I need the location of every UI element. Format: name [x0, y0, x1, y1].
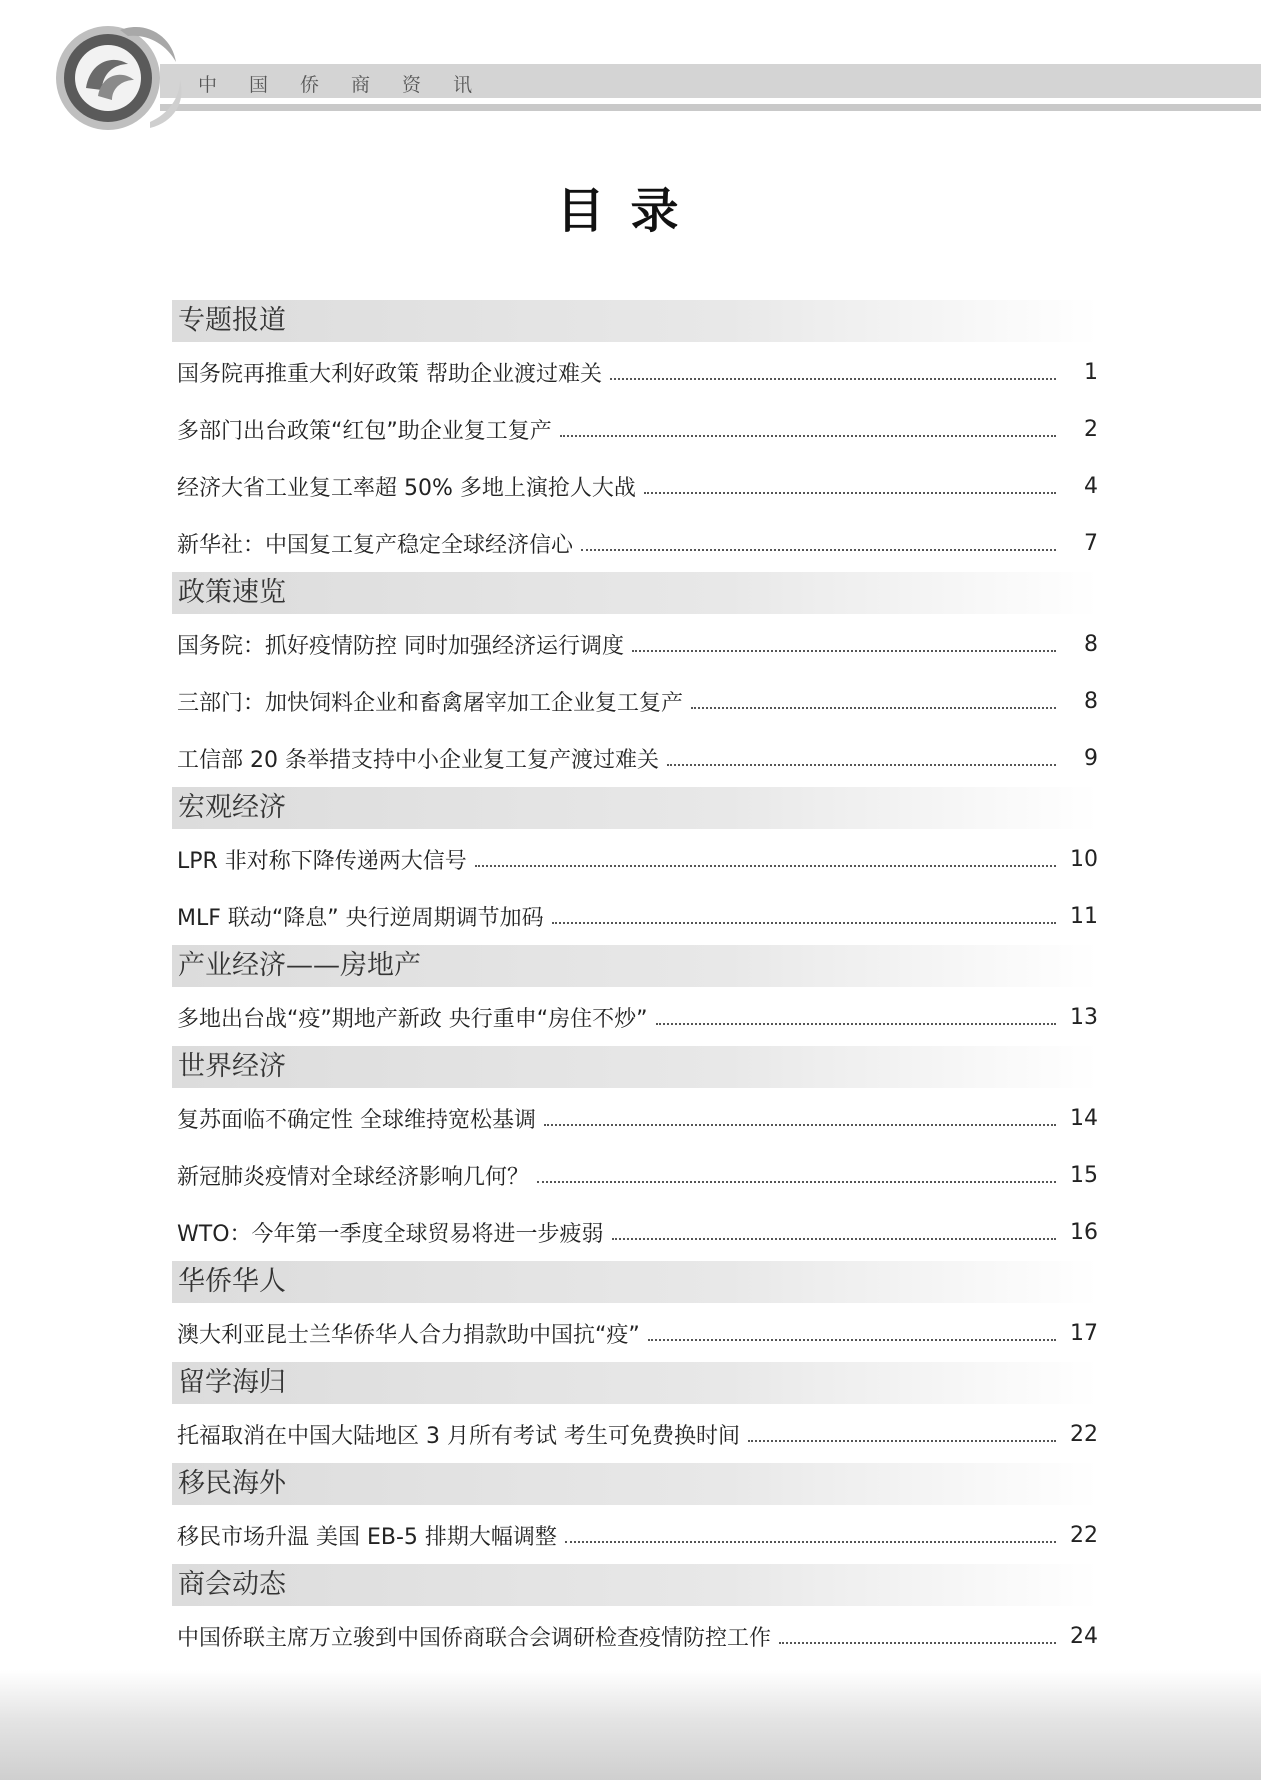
toc-entry[interactable] — [172, 888, 1098, 945]
toc-entry-title: 移民市场升温 美国 EB-5 排期大幅调整 — [177, 1525, 557, 1550]
toc-entry-page-number: 10 — [1070, 847, 1098, 872]
dot-leader — [612, 1238, 1056, 1240]
toc-entry-title: 三部门：加快饲料企业和畜禽屠宰加工企业复工复产 — [177, 691, 684, 716]
toc-entry-page-number: 14 — [1070, 1106, 1098, 1131]
dot-leader — [644, 492, 1056, 494]
dot-leader — [581, 549, 1056, 551]
dot-leader — [656, 1023, 1056, 1025]
dot-leader — [667, 764, 1056, 766]
toc-entry[interactable] — [172, 1507, 1098, 1564]
toc-entry[interactable] — [172, 1147, 1098, 1204]
logo-emblem-icon — [50, 10, 190, 140]
toc-entry-page-number: 13 — [1070, 1005, 1098, 1030]
toc-entry[interactable] — [172, 989, 1098, 1046]
toc-entry[interactable] — [172, 673, 1098, 730]
toc-entry-title: 托福取消在中国大陆地区 3 月所有考试 考生可免费换时间 — [177, 1424, 740, 1449]
toc-entry-title: 复苏面临不确定性 全球维持宽松基调 — [177, 1108, 536, 1133]
header-divider — [160, 104, 1261, 111]
toc-entry-page-number: 17 — [1070, 1321, 1098, 1346]
toc-entry-page-number: 8 — [1084, 632, 1098, 657]
toc-entry-page-number: 9 — [1084, 746, 1098, 771]
dot-leader — [565, 1541, 1056, 1543]
dot-leader — [610, 378, 1056, 380]
toc-entry-title: 工信部 20 条举措支持中小企业复工复产渡过难关 — [177, 748, 659, 773]
toc-entry-title: 新华社：中国复工复产稳定全球经济信心 — [177, 533, 574, 558]
toc-section-heading: 世界经济 — [172, 1046, 1098, 1088]
dot-leader — [691, 707, 1056, 709]
toc-entry-title: 多地出台战“疫”期地产新政 央行重申“房住不炒” — [177, 1007, 648, 1032]
dot-leader — [544, 1124, 1056, 1126]
toc-section-heading: 华侨华人 — [172, 1261, 1098, 1303]
toc-entry[interactable] — [172, 344, 1098, 401]
toc-section-heading: 商会动态 — [172, 1564, 1098, 1606]
toc-entry[interactable] — [172, 730, 1098, 787]
toc-entry[interactable] — [172, 515, 1098, 572]
dot-leader — [748, 1440, 1056, 1442]
toc-entry-page-number: 2 — [1084, 417, 1098, 442]
toc-entry-page-number: 22 — [1070, 1422, 1098, 1447]
toc-entry-page-number: 22 — [1070, 1523, 1098, 1548]
toc-entry-page-number: 11 — [1070, 904, 1098, 929]
toc-entry-title: MLF 联动“降息” 央行逆周期调节加码 — [177, 906, 544, 931]
toc-section-heading: 移民海外 — [172, 1463, 1098, 1505]
toc-entry-title: 中国侨联主席万立骏到中国侨商联合会调研检查疫情防控工作 — [177, 1626, 772, 1651]
toc-section-heading: 宏观经济 — [172, 787, 1098, 829]
toc-entry[interactable] — [172, 458, 1098, 515]
toc-entry[interactable] — [172, 831, 1098, 888]
dot-leader — [632, 650, 1056, 652]
toc-entry-title: WTO：今年第一季度全球贸易将进一步疲弱 — [177, 1222, 604, 1247]
dot-leader — [552, 922, 1056, 924]
toc-entry[interactable] — [172, 1305, 1098, 1362]
toc-entry[interactable] — [172, 1406, 1098, 1463]
toc-section-heading: 产业经济——房地产 — [172, 945, 1098, 987]
toc-entry-page-number: 16 — [1070, 1220, 1098, 1245]
toc-section-heading: 专题报道 — [172, 300, 1098, 342]
toc-entry-page-number: 8 — [1084, 689, 1098, 714]
toc-entry[interactable] — [172, 1204, 1098, 1261]
toc-section-heading: 留学海归 — [172, 1362, 1098, 1404]
page-title: 目录 — [556, 183, 705, 239]
toc-entry-title: 国务院：抓好疫情防控 同时加强经济运行调度 — [177, 634, 624, 659]
toc-entry-page-number: 4 — [1084, 474, 1098, 499]
dot-leader — [779, 1642, 1056, 1644]
toc-entry[interactable] — [172, 401, 1098, 458]
toc-entry-title: 新冠肺炎疫情对全球经济影响几何？ — [177, 1165, 530, 1190]
toc-entry-title: 多部门出台政策“红包”助企业复工复产 — [177, 419, 552, 444]
toc-entry-title: 国务院再推重大利好政策 帮助企业渡过难关 — [177, 362, 602, 387]
toc-entry-title: 经济大省工业复工率超 50% 多地上演抢人大战 — [177, 476, 636, 501]
footer-gradient — [0, 1670, 1261, 1780]
toc-entry-title: LPR 非对称下降传递两大信号 — [177, 849, 467, 874]
toc-entry-page-number: 15 — [1070, 1163, 1098, 1188]
dot-leader — [537, 1181, 1056, 1183]
toc-entry[interactable] — [172, 616, 1098, 673]
toc-entry-page-number: 1 — [1084, 360, 1098, 385]
toc-entry-page-number: 24 — [1070, 1624, 1098, 1649]
toc-entry[interactable] — [172, 1608, 1098, 1665]
toc-entry[interactable] — [172, 1090, 1098, 1147]
toc-entry-page-number: 7 — [1084, 531, 1098, 556]
toc-entry-title: 澳大利亚昆士兰华侨华人合力捐款助中国抗“疫” — [177, 1323, 640, 1348]
toc-section-heading: 政策速览 — [172, 572, 1098, 614]
dot-leader — [648, 1339, 1056, 1341]
dot-leader — [475, 865, 1056, 867]
dot-leader — [560, 435, 1056, 437]
table-of-contents — [172, 300, 1098, 1665]
header-title: 中国侨商资讯 — [198, 74, 505, 96]
